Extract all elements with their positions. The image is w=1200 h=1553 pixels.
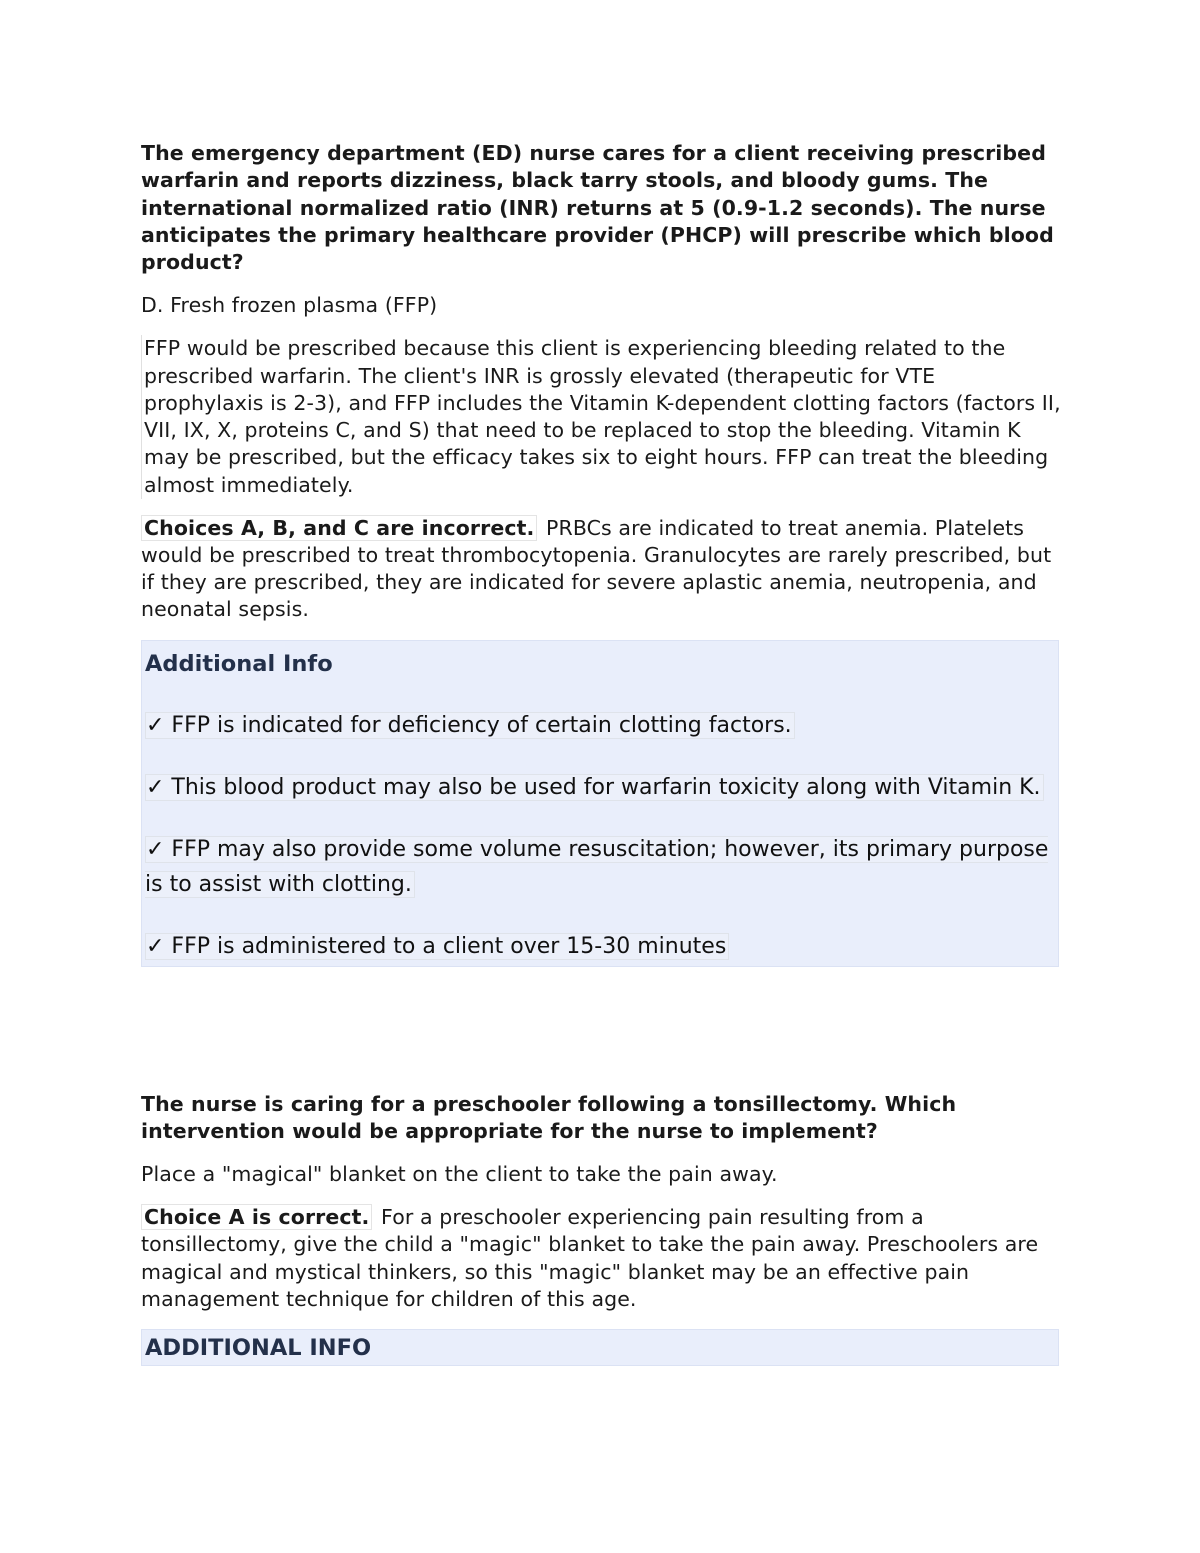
correct-text-2: For a preschooler experiencing pain resulting from a tonsillectomy, give the child a "magic" blanket to take the pain away. Preschoolers are magical and mystical thinkers, so this "magic" blanket may be an effective pain management technique for children of this age. — [141, 1205, 1039, 1311]
additional-info-item: ✓ FFP is indicated for deficiency of certain clotting factors. — [145, 708, 1055, 743]
additional-info-title-1: Additional Info — [145, 650, 333, 677]
correct-lead-2: Choice A is correct. — [141, 1204, 372, 1230]
question-1: The emergency department (ED) nurse cares for a client receiving prescribed warfarin and reports dizziness, black tarry stools, and bloody gums. The international normalized ratio (INR) returns at 5 (0.9-1.2 seconds). The nurse anticipates the primary healthcare provider (PHCP) will prescribe which blood product? — [141, 141, 1054, 275]
rationale-1: FFP would be prescribed because this client is experiencing bleeding related to the prescribed warfarin. The client's INR is grossly elevated (therapeutic for VTE prophylaxis is 2-3), and FFP includes the Vitamin K-dependent clotting factors (factors II, VII, IX, X, proteins C, and S) that need to be replaced to stop the bleeding. Vitamin K may be prescribed, but the efficacy takes six to eight hours. FFP can treat the bleeding almost immediately. — [141, 335, 1061, 498]
question-2: The nurse is caring for a preschooler following a tonsillectomy. Which intervention would be appropriate for the nurse to implement? — [141, 1091, 957, 1143]
correct-explanation-2 — [141, 1204, 1061, 1313]
answer-1: D. Fresh frozen plasma (FFP) — [141, 293, 438, 318]
additional-info-item: ✓ FFP may also provide some volume resuscitation; however, its primary purpose is to assist with clotting. — [145, 836, 1049, 897]
additional-info-box-1 — [141, 640, 1059, 967]
answer-2: Place a "magical" blanket on the client to take the pain away. — [141, 1162, 778, 1187]
incorrect-lead-1: Choices A, B, and C are incorrect. — [141, 515, 537, 541]
additional-info-title-2: ADDITIONAL INFO — [145, 1334, 372, 1361]
additional-info-item: ✓ This blood product may also be used for warfarin toxicity along with Vitamin K. — [145, 770, 1055, 805]
incorrect-explanation-1 — [141, 515, 1061, 624]
document-page — [141, 140, 1061, 1366]
additional-info-item: ✓ FFP is administered to a client over 15-30 minutes — [145, 929, 1055, 964]
additional-info-box-2 — [141, 1329, 1059, 1366]
incorrect-text-1: PRBCs are indicated to treat anemia. Platelets would be prescribed to treat thrombocytopenia. Granulocytes are rarely prescribed, but if they are prescribed, they are indicated for severe aplastic anemia, neutropenia, and neonatal sepsis. — [141, 515, 1052, 622]
